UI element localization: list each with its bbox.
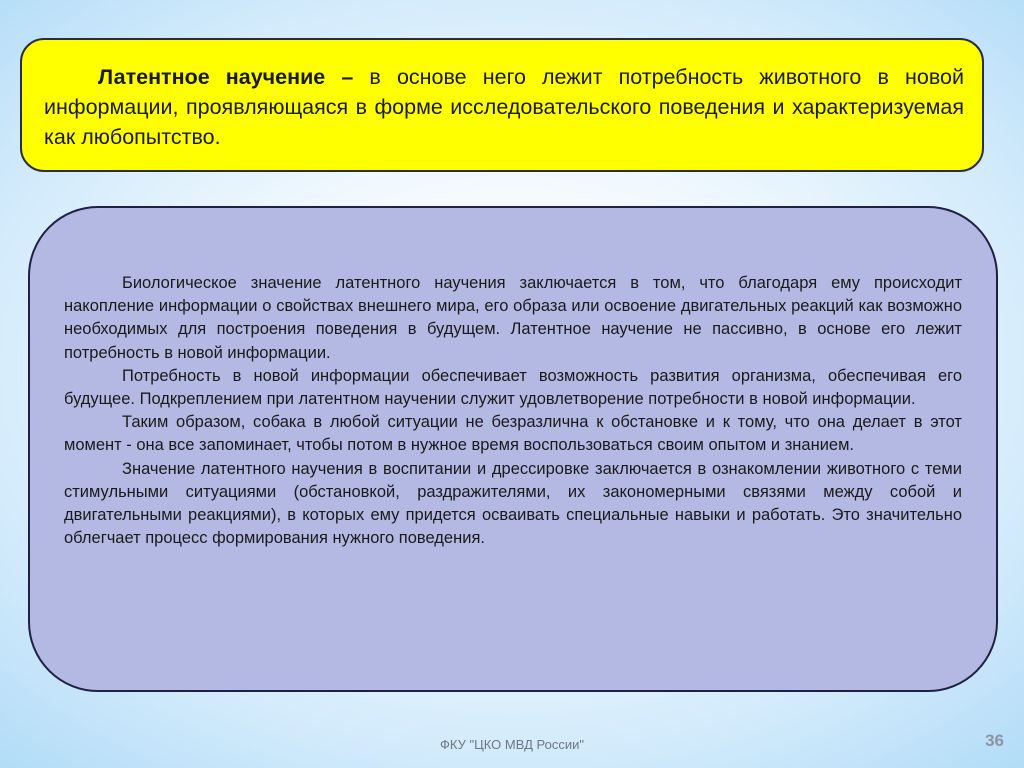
paragraph-dog-example: Таким образом, собака в любой ситуации не безразлична к обстановке и к тому, что она делает в этот момент - она все запоминает, чтобы потом в нужное время воспользоваться своим опытом и знанием. — [64, 413, 962, 455]
paragraph-need-for-information: Потребность в новой информации обеспечивает возможность развития организма, обеспечивая его будущее. Подкреплением при латентном научении служит удовлетворение потребности в новой информации. — [64, 366, 962, 409]
paragraph-training-significance: Значение латентного научения в воспитании и дрессировке заключается в ознакомлении животного с теми стимульными ситуациями (обстановкой, раздражителями, их закономерными связями между собой и двигательными реакциями), в которых ему придется осваивать специальные навыки и работать. Это значительно облегчает процесс формирования нужного поведения. — [64, 459, 962, 548]
definition-box — [20, 38, 984, 172]
explanation-box — [28, 206, 998, 692]
paragraph-biological-significance: Биологическое значение латентного научения заключается в том, что благодаря ему происходит накопление информации о свойствах внешнего мира, его образа или освоение двигательных реакций как возможно необходимых для построения поведения в будущем. Латентное научение не пассивно, в основе его лежит потребность в новой информации. — [64, 274, 962, 362]
footer-organization: ФКУ "ЦКО МВД России" — [440, 737, 584, 752]
definition-text: в основе него лежит потребность животного в новой информации, проявляющаяся в форме исследовательского поведения и характеризуемая как любопытство. — [44, 65, 964, 149]
page-number: 36 — [985, 731, 1004, 750]
definition-term: Латентное научение – — [98, 65, 354, 89]
